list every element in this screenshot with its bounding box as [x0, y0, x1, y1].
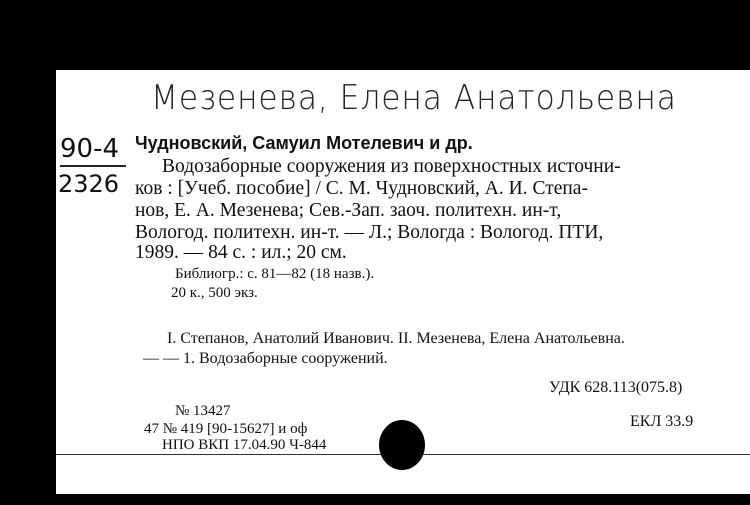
author-heading: Чудновский, Самуил Мотелевич и др.: [135, 133, 473, 153]
udk-code: УДК 628.113(075.8): [549, 379, 683, 396]
description-line-5: 1989. — 84 с. : ил.; 20 см.: [135, 242, 347, 263]
record-number: № 13427: [175, 403, 231, 419]
punch-hole: [379, 420, 425, 470]
tracings-line-2: — — 1. Водозаборные сооружений.: [143, 350, 388, 367]
ekl-code: ЕКЛ 33.9: [630, 413, 694, 430]
description-line-4: Вологод. политехн. ин-т. — Л.; Вологда : Вологод. ПТИ,: [135, 222, 604, 243]
call-number-underline: [60, 165, 126, 167]
price-copies: 20 к., 500 экз.: [171, 285, 258, 301]
description-line-3: нов, Е. А. Мезенева; Сев.-Зап. заоч. политехн. ин-т,: [135, 200, 562, 221]
call-number-line1: 90-4: [60, 134, 120, 164]
bibliography-note: Библиогр.: с. 81—82 (18 назв.).: [175, 266, 375, 282]
order-number: 47 № 419 [90-15627] и оф: [144, 421, 308, 437]
call-number-line2: 2326: [58, 170, 120, 198]
handwritten-name: Мезенева, Елена Анатольевна: [151, 78, 677, 118]
description-line-1: Водозаборные сооружения из поверхностных источни-: [162, 156, 621, 177]
description-line-2: ков : [Учеб. пособие] / С. М. Чудновский, А. И. Степа-: [135, 178, 588, 199]
catalog-card: [56, 70, 750, 494]
printer-line: НПО ВКП 17.04.90 Ч-844: [162, 437, 327, 453]
tracings-line-1: I. Степанов, Анатолий Иванович. II. Мезенева, Елена Анатольевна.: [167, 330, 625, 347]
